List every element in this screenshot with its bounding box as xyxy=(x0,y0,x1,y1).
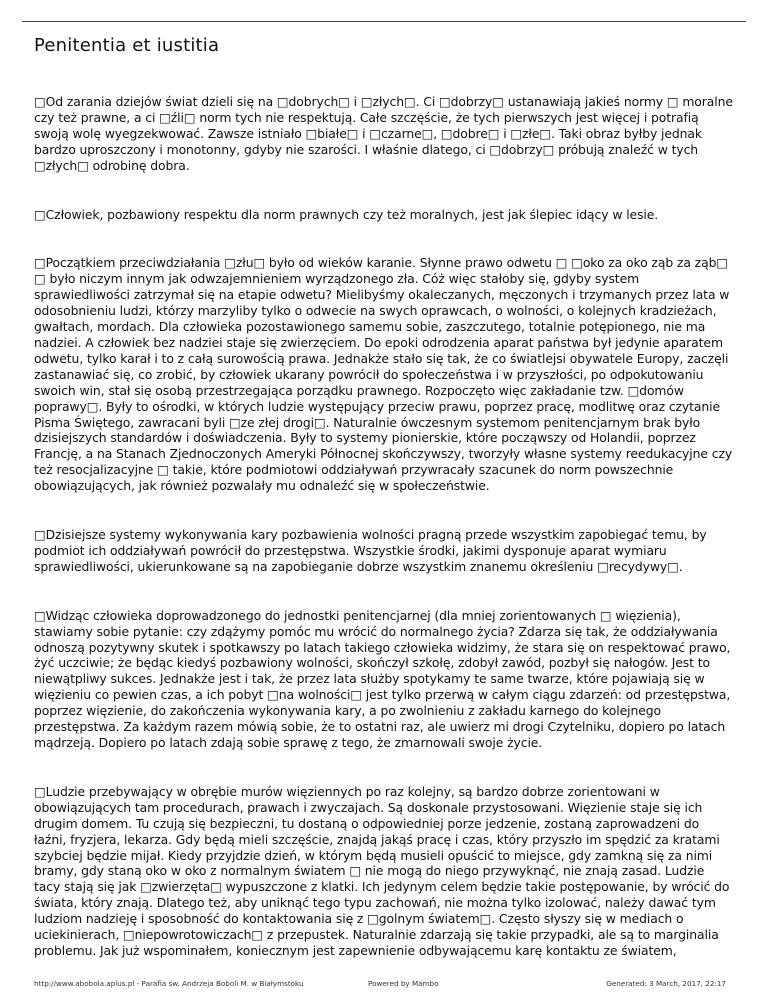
footer-powered-by: Powered by Mambo xyxy=(368,979,439,988)
paragraph-6: □Ludzie przebywający w obrębie murów więziennych po raz kolejny, są bardzo dobrze zorientowani w obowiązujących tam procedurach, prawach i zwyczajach. Są doskonale przystosowani. Więzienie staje się ich drugim domem. Tu czują się bezpieczni, tu dostaną o odpowiedniej porze jedzenie, zostaną zaprowadzeni do łaźni, fryzjera, lekarza. Gdy będą mieli szczęście, znajdą jakąś pracę i czas, który przyszło im spędzić za kratami szybciej będzie mijał. Kiedy przyjdzie dzień, w którym będą musieli opuścić to miejsce, gdy zamkną się za nimi bramy, gdy staną oko w oko z normalnym światem □ nie mogą do niego przywyknąć, nie znają zasad. Ludzie tacy stają się jak □zwierzęta□ wypuszczone z klatki. Ich jedynym celem będzie takie postępowanie, by wrócić do świata, który znają. Dlatego też, aby uniknąć tego typu zachowań, nie można tylko izolować, należy dawać tym ludziom nadzieję i sposobność do kontaktowania się z □golnym światem□. Często słyszy się w mediach o uciekinierach, □niepowrotowiczach□ z przepustek. Naturalnie zdarzają się takie przypadki, ale są to marginalia problemu. Jak już wspominałem, koniecznym jest zapewnienie odbywającemu karę kontaktu ze światem, xyxy=(34,783,730,958)
footer-url[interactable]: http://www.abobola.aplus.pl - Parafia św. Andrzeja Boboli M. w Białymstoku xyxy=(34,979,304,988)
paragraph-1: □Od zarania dziejów świat dzieli się na □dobrych□ i □złych□. Ci □dobrzy□ ustanawiają jakieś normy □ moralne czy też prawne, a ci □źli□ norm tych nie respektują. Całe szczęście, że tych pierwszych jest więcej i potrafią swoją wolę wyegzekwować. Zawsze istniało □białe□ i □czarne□, □dobre□ i □złe□. Taki obraz byłby jednak bardzo uproszczony i monotonny, gdyby nie szarości. I właśnie dlatego, ci □dobrzy□ próbują znaleźć w tych □złych□ odrobinę dobra. xyxy=(34,94,733,173)
page-title: Penitentia et iustitia xyxy=(34,35,220,56)
paragraph-2: □Człowiek, pozbawiony respektu dla norm prawnych czy też moralnych, jest jak ślepiec idący w lesie. xyxy=(34,206,659,222)
page-footer xyxy=(34,979,734,991)
paragraph-5: □Widząc człowieka doprowadzonego do jednostki penitencjarnej (dla mniej zorientowanych □ więzienia), stawiamy sobie pytanie: czy zdążymy pomóc mu wrócić do normalnego życia? Zdarza się tak, że oddziaływania odnoszą pozytywny skutek i spotkawszy po latach takiego człowieka widzimy, że stara się on respektować prawo, żyć uczciwie; że będąc kiedyś pozbawiony wolności, skończył szkołę, zdobył zawód, pozbył się nałogów. Jest to niewątpliwy sukces. Jednakże jest i tak, że przez lata służby spotykamy te same twarze, które pojawiają się w więzieniu co pewien czas, a ich pobyt □na wolności□ jest tylko przerwą w całym ciągu zdarzeń: od przestępstwa, poprzez więzienie, do zakończenia wykonywania kary, a po zwolnieniu z zakładu karnego do kolejnego przestępstwa. Za każdym razem mówią sobie, że to ostatni raz, ale uwierz mi drogi Czytelniku, dopiero po latach mądrzeją. Dopiero po latach zdają sobie sprawę z tego, że zmarnowali swoje życie. xyxy=(34,607,731,750)
footer-generated-date: Generated: 3 March, 2017, 22:17 xyxy=(606,979,726,988)
article-body xyxy=(34,94,734,992)
top-divider xyxy=(22,21,746,22)
paragraph-4: □Dzisiejsze systemy wykonywania kary pozbawienia wolności pragną przede wszystkim zapobiegać temu, by podmiot ich oddziaływań powrócił do przestępstwa. Wszystkie środki, jakimi dysponuje aparat wymiaru sprawiedliwości, ukierunkowane są na zapobieganie dobrze wszystkim znanemu określeniu □recydywy□. xyxy=(34,527,707,574)
paragraph-3: □Początkiem przeciwdziałania □złu□ było od wieków karanie. Słynne prawo odwetu □ □oko za oko ząb za ząb□ □ było niczym innym jak odwzajemnieniem wyrządzonego zła. Cóż więc stałoby się, gdyby system sprawiedliwości zatrzymał się na etapie odwetu? Mielibyśmy okaleczanych, męczonych i trzymanych przez lata w odosobnieniu ludzi, którzy marzyliby tylko o odwecie na swych oprawcach, o wolności, o kolejnych kradzieżach, gwałtach, mordach. Dla człowieka pozostawionego samemu sobie, zaszczutego, totalnie potępionego, nie ma nadziei. A człowiek bez nadziei staje się zwierzęciem. Do epoki odrodzenia aparat państwa był jedynie aparatem odwetu, tylko karał i to z całą surowością prawa. Jednakże stało się tak, że co światlejsi obywatele Europy, zaczęli zastanawiać się, co zrobić, by człowiek ukarany powrócił do społeczeństwa i w przyszłości, po odpokutowaniu swoich win, stał się osobą przestrzegająca porządku prawnego. Rozpoczęto więc zakładanie tzw. □domów poprawy□. Były to ośrodki, w których ludzie występujący przeciw prawu, poprzez pracę, modlitwę oraz czytanie Pisma Świętego, zawracani byli □ze złej drogi□. Naturalnie ówczesnym systemom penitencjarnym brak było dzisiejszych standardów i doświadczenia. Były to systemy pionierskie, które począwszy od Holandii, poprzez Francję, a na Stanach Zjednoczonych Ameryki Północnej skończywszy, tworzyły własne systemy reedukacyjne czy też resocjalizacyjne □ takie, które podmiotowi oddziaływań przywracały szacunek do norm powszechnie obowiązujących, jak również pozwalały mu odnaleźć się w społeczeństwie. xyxy=(34,255,733,494)
